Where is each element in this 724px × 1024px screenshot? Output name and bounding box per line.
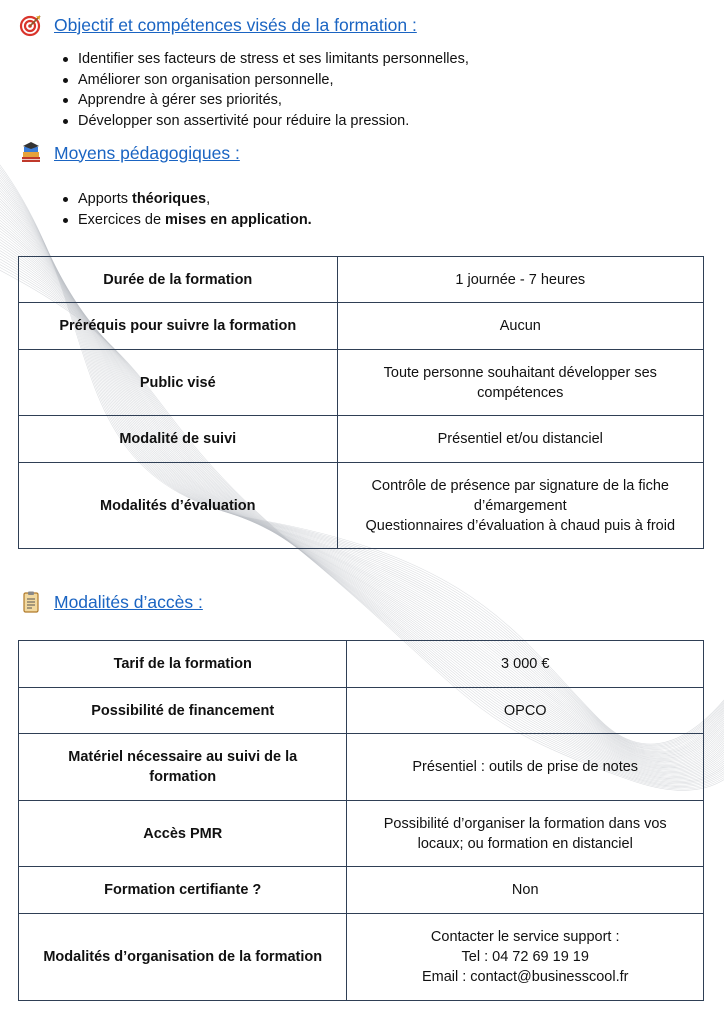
table-value: 3 000 € (347, 641, 704, 688)
table-row (19, 257, 704, 303)
training-info-table (18, 256, 704, 549)
table-label: Modalité de suivi (19, 416, 338, 463)
table-row (19, 641, 704, 688)
objectives-title: Objectif et compétences visés de la formation : (54, 14, 417, 35)
table-value: 1 journée - 7 heures (337, 257, 703, 303)
list-item: Identifier ses facteurs de stress et ses limitants personnelles, (58, 49, 469, 70)
objectives-list (58, 49, 469, 131)
table-value: Contrôle de présence par signature de la fiche d’émargement Questionnaires d’évaluation à chaud puis à froid (337, 463, 703, 549)
table-row (19, 350, 704, 416)
table-label: Accès PMR (19, 801, 347, 867)
table-row (19, 688, 704, 734)
table-row (19, 867, 704, 914)
access-heading (18, 589, 203, 615)
table-label: Préréquis pour suivre la formation (19, 303, 338, 350)
table-row (19, 801, 704, 867)
table-label: Durée de la formation (19, 257, 338, 303)
access-info-table (18, 640, 704, 1001)
table-value: Aucun (337, 303, 703, 350)
table-label: Public visé (19, 350, 338, 416)
table-value: Non (347, 867, 704, 914)
table-value: OPCO (347, 688, 704, 734)
table-value: Toute personne souhaitant développer ses compétences (337, 350, 703, 416)
table-row (19, 734, 704, 801)
table-value: Possibilité d’organiser la formation dans vos locaux; ou formation en distanciel (347, 801, 704, 867)
list-item: Développer son assertivité pour réduire la pression. (58, 111, 469, 132)
table-label: Modalités d’organisation de la formation (19, 914, 347, 1001)
table-value: Présentiel : outils de prise de notes (347, 734, 704, 801)
list-item: Exercices de mises en application. (58, 210, 312, 231)
target-icon (18, 12, 44, 38)
list-item: Améliorer son organisation personnelle, (58, 70, 469, 91)
table-value: Présentiel et/ou distanciel (337, 416, 703, 463)
list-item: Apports théoriques, (58, 189, 312, 210)
pedagogy-list (58, 189, 312, 230)
table-row (19, 463, 704, 549)
pedagogy-title: Moyens pédagogiques : (54, 142, 240, 163)
list-item: Apprendre à gérer ses priorités, (58, 90, 469, 111)
table-label: Formation certifiante ? (19, 867, 347, 914)
table-value: Contacter le service support : Tel : 04 72 69 19 19 Email : contact@businesscool.fr (347, 914, 704, 1001)
access-title: Modalités d’accès : (54, 591, 203, 612)
table-label: Modalités d’évaluation (19, 463, 338, 549)
table-label: Tarif de la formation (19, 641, 347, 688)
clipboard-icon (18, 589, 44, 615)
table-row (19, 303, 704, 350)
pedagogy-heading (18, 140, 240, 166)
table-row (19, 416, 704, 463)
books-icon (18, 140, 44, 166)
objectives-heading (18, 12, 417, 38)
table-row (19, 914, 704, 1001)
table-label: Possibilité de financement (19, 688, 347, 734)
table-label: Matériel nécessaire au suivi de la formation (19, 734, 347, 801)
